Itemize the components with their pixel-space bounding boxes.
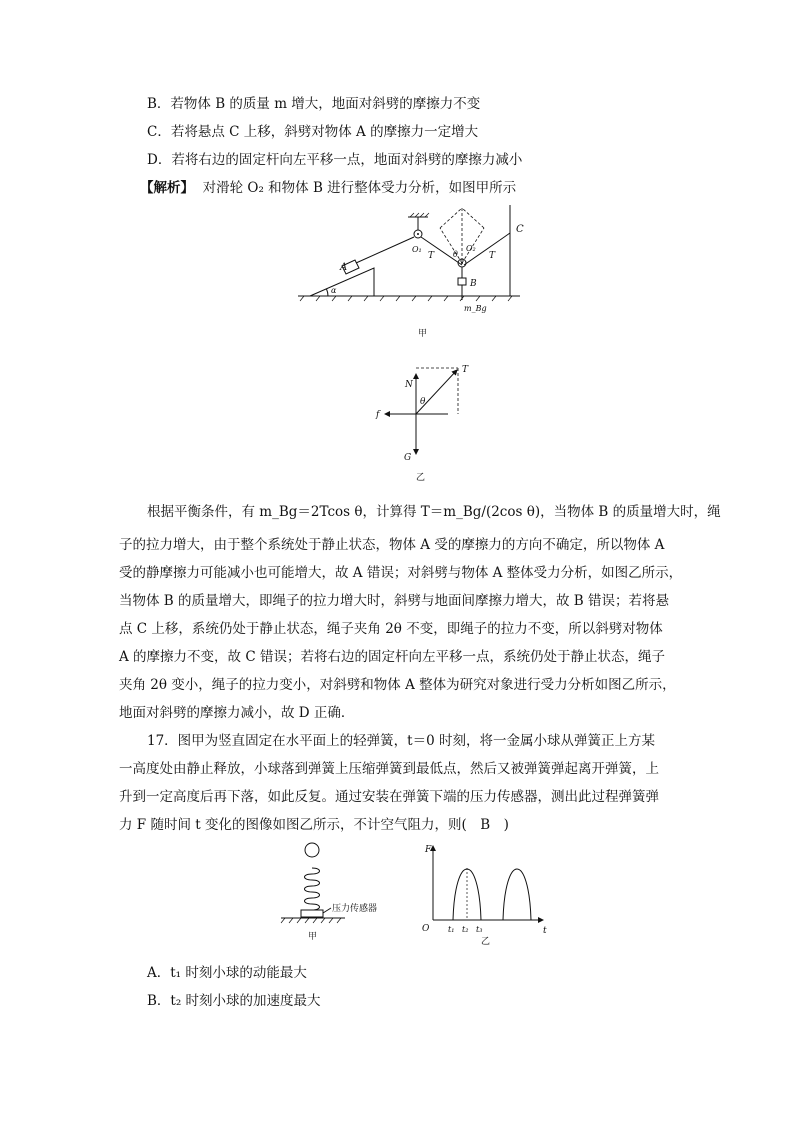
label-o2: O₂ xyxy=(466,244,476,253)
caption-jia: 甲 xyxy=(418,329,428,339)
sensor-label: 压力传感器 xyxy=(332,904,378,914)
tick-t2: t₂ xyxy=(462,925,469,934)
label-t-right: T xyxy=(489,251,496,261)
analysis-line-8: 地面对斜劈的摩擦力减小，故 D 正确． xyxy=(119,705,355,721)
analysis-line-6: A 的摩擦力不变，故 C 错误；若将右边的固定杆向左平移一点，系统仍处于静止状态，绳子 xyxy=(119,649,665,665)
caption-spring-jia: 甲 xyxy=(308,932,318,942)
q17-line-4: 力 F 随时间 t 变化的图像如图乙所示，不计空气阻力，则( B ) xyxy=(119,817,509,833)
q17-line-3: 升到一定高度后再下落，如此反复。通过安装在弹簧下端的压力传感器，测出此过程弹簧弹 xyxy=(119,789,659,805)
label-g: G xyxy=(404,453,412,463)
axis-f: F xyxy=(425,845,432,855)
figure-spring xyxy=(275,838,385,950)
label-theta: θ xyxy=(453,250,458,259)
analysis-line-7: 夹角 2θ 变小，绳子的拉力变小，对斜劈和物体 A 整体为研究对象进行受力分析如图乙所示， xyxy=(119,677,676,693)
label-alpha: α xyxy=(331,286,337,295)
tick-t1: t₁ xyxy=(448,925,455,934)
label-f: f xyxy=(376,410,380,420)
label-t-left: T xyxy=(428,251,435,261)
analysis-line-1: 根据平衡条件，有 m_Bg＝2Tcos θ，计算得 T＝m_Bg/(2cos θ)，当物体 B 的质量增大时，绳 xyxy=(147,504,721,520)
label-o1: O₁ xyxy=(412,245,422,254)
q17-line-1: 17．图甲为竖直固定在水平面上的轻弹簧，t＝0 时刻，将一金属小球从弹簧正上方某 xyxy=(147,733,655,749)
option-c-prev: C．若将悬点 C 上移，斜劈对物体 A 的摩擦力一定增大 xyxy=(147,124,479,140)
label-theta-yi: θ xyxy=(420,397,426,407)
option-b-prev: B．若物体 B 的质量 m 增大，地面对斜劈的摩擦力不变 xyxy=(147,96,481,112)
option-d-prev: D．若将右边的固定杆向左平移一点，地面对斜劈的摩擦力减小 xyxy=(147,152,523,168)
q17-option-a: A．t₁ 时刻小球的动能最大 xyxy=(147,965,307,981)
label-b: B xyxy=(470,279,477,289)
label-mbg: m_Bg xyxy=(464,304,487,313)
analysis-heading xyxy=(140,178,516,198)
analysis-line-3: 受的静摩擦力可能减小也可能增大，故 A 错误；对斜劈与物体 A 整体受力分析，如图乙所示， xyxy=(119,565,683,581)
axis-t: t xyxy=(543,926,547,936)
analysis-intro: 对滑轮 O₂ 和物体 B 进行整体受力分析，如图甲所示 xyxy=(202,180,517,196)
caption-yi: 乙 xyxy=(416,473,426,483)
analysis-line-5: 点 C 上移，系统仍处于静止状态，绳子夹角 2θ 不变，即绳子的拉力不变，所以斜劈对物体 xyxy=(119,621,663,637)
caption-graph-yi: 乙 xyxy=(481,937,491,947)
figure-jia xyxy=(290,200,530,340)
q17-line-2: 一高度处由静止释放，小球落到弹簧上压缩弹簧到最低点，然后又被弹簧弹起离开弹簧，上 xyxy=(119,761,659,777)
analysis-tag: 【解析】 xyxy=(140,180,194,196)
figure-yi xyxy=(370,362,480,487)
analysis-line-4: 当物体 B 的质量增大，即绳子的拉力增大时，斜劈与地面间摩擦力增大，故 B 错误；若将悬 xyxy=(119,593,670,609)
q17-option-b: B．t₂ 时刻小球的加速度最大 xyxy=(147,993,321,1009)
label-n: N xyxy=(405,380,413,390)
label-c: C xyxy=(516,224,524,235)
origin-o: O xyxy=(422,924,430,934)
label-t: T xyxy=(462,365,469,375)
figure-f-t-graph xyxy=(415,840,555,952)
label-block-a: A xyxy=(340,262,348,273)
analysis-line-2: 子的拉力增大，由于整个系统处于静止状态，物体 A 受的摩擦力的方向不确定，所以物体 A xyxy=(119,537,665,553)
tick-t3: t₃ xyxy=(476,925,483,934)
